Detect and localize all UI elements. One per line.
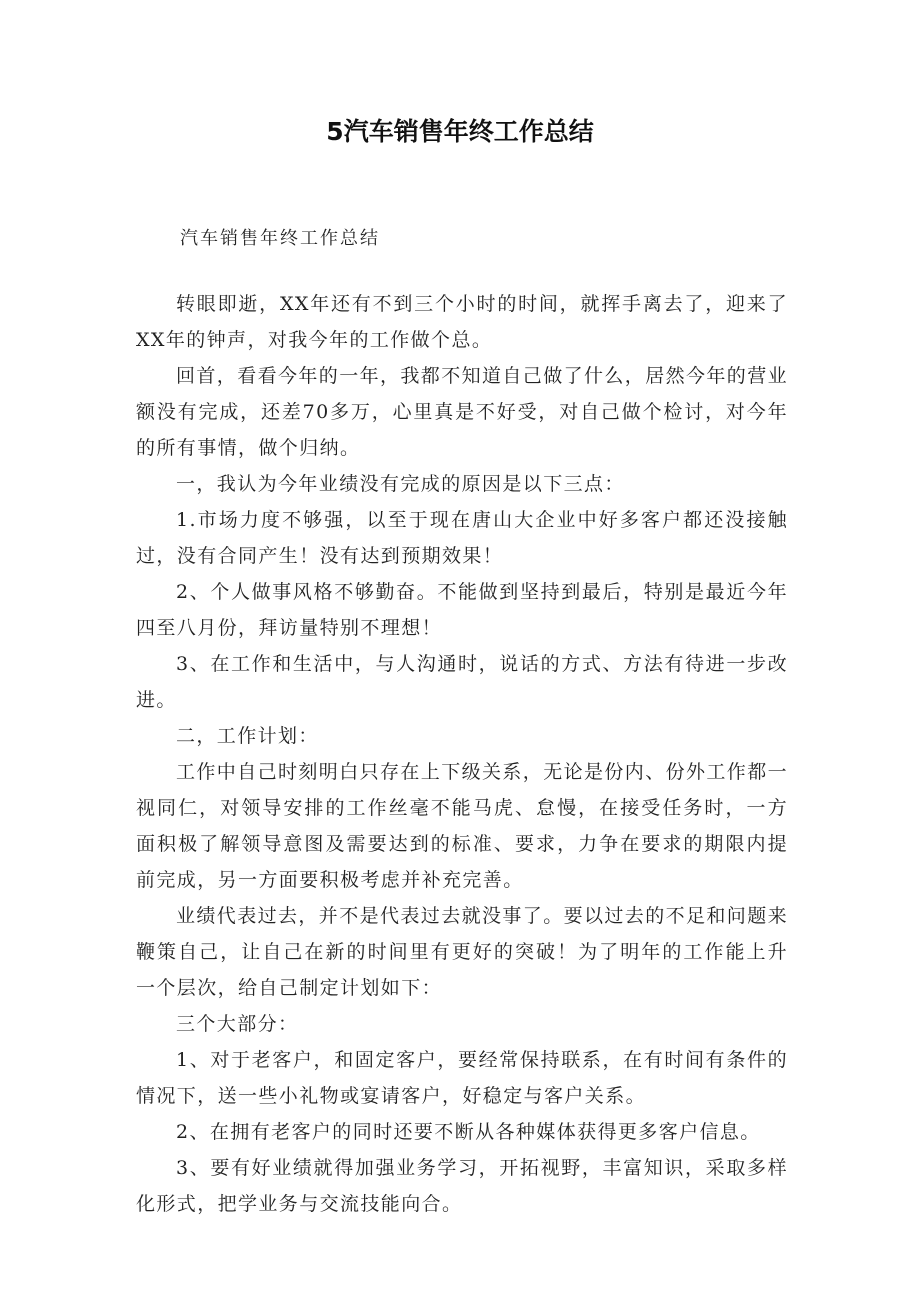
paragraph: 3、在工作和生活中，与人沟通时，说话的方式、方法有待进一步改进。 xyxy=(136,653,788,711)
paragraph: 3、要有好业绩就得加强业务学习，开拓视野，丰富知识，采取多样化形式，把学业务与交流技能向合。 xyxy=(136,1157,788,1215)
paragraph: 转眼即逝，XX年还有不到三个小时的时间，就挥手离去了，迎来了XX年的钟声，对我今年的工作做个总。 xyxy=(136,293,788,351)
paragraph: 二，工作计划： xyxy=(176,725,319,747)
paragraph: 1.市场力度不够强，以至于现在唐山大企业中好多客户都还没接触过，没有合同产生！没有达到预期效果！ xyxy=(136,509,788,567)
document-title: 5汽车销售年终工作总结 xyxy=(326,117,594,146)
paragraph: 三个大部分： xyxy=(176,1013,299,1035)
paragraph: 工作中自己时刻明白只存在上下级关系，无论是份内、份外工作都一视同仁，对领导安排的工作丝毫不能马虎、怠慢，在接受任务时，一方面积极了解领导意图及需要达到的标准、要求，力争在要求的期限内提前完成，另一方面要积极考虑并补充完善。 xyxy=(136,761,789,891)
paragraph: 业绩代表过去，并不是代表过去就没事了。要以过去的不足和问题来鞭策自己，让自己在新的时间里有更好的突破！为了明年的工作能上升一个层次，给自己制定计划如下： xyxy=(136,905,789,999)
paragraph: 2、在拥有老客户的同时还要不断从各种媒体获得更多客户信息。 xyxy=(176,1121,761,1143)
paragraph: 2、个人做事风格不够勤奋。不能做到坚持到最后，特别是最近今年四至八月份，拜访量特别不理想！ xyxy=(136,581,788,639)
document-body xyxy=(136,286,788,1222)
document-subtitle: 汽车销售年终工作总结 xyxy=(180,228,380,249)
paragraph: 一，我认为今年业绩没有完成的原因是以下三点： xyxy=(176,473,625,495)
paragraph: 1、对于老客户，和固定客户，要经常保持联系，在有时间有条件的情况下，送一些小礼物或宴请客户，好稳定与客户关系。 xyxy=(136,1049,788,1107)
paragraph: 回首，看看今年的一年，我都不知道自己做了什么，居然今年的营业额没有完成，还差70多万，心里真是不好受，对自己做个检讨，对今年的所有事情，做个归纳。 xyxy=(136,365,789,459)
